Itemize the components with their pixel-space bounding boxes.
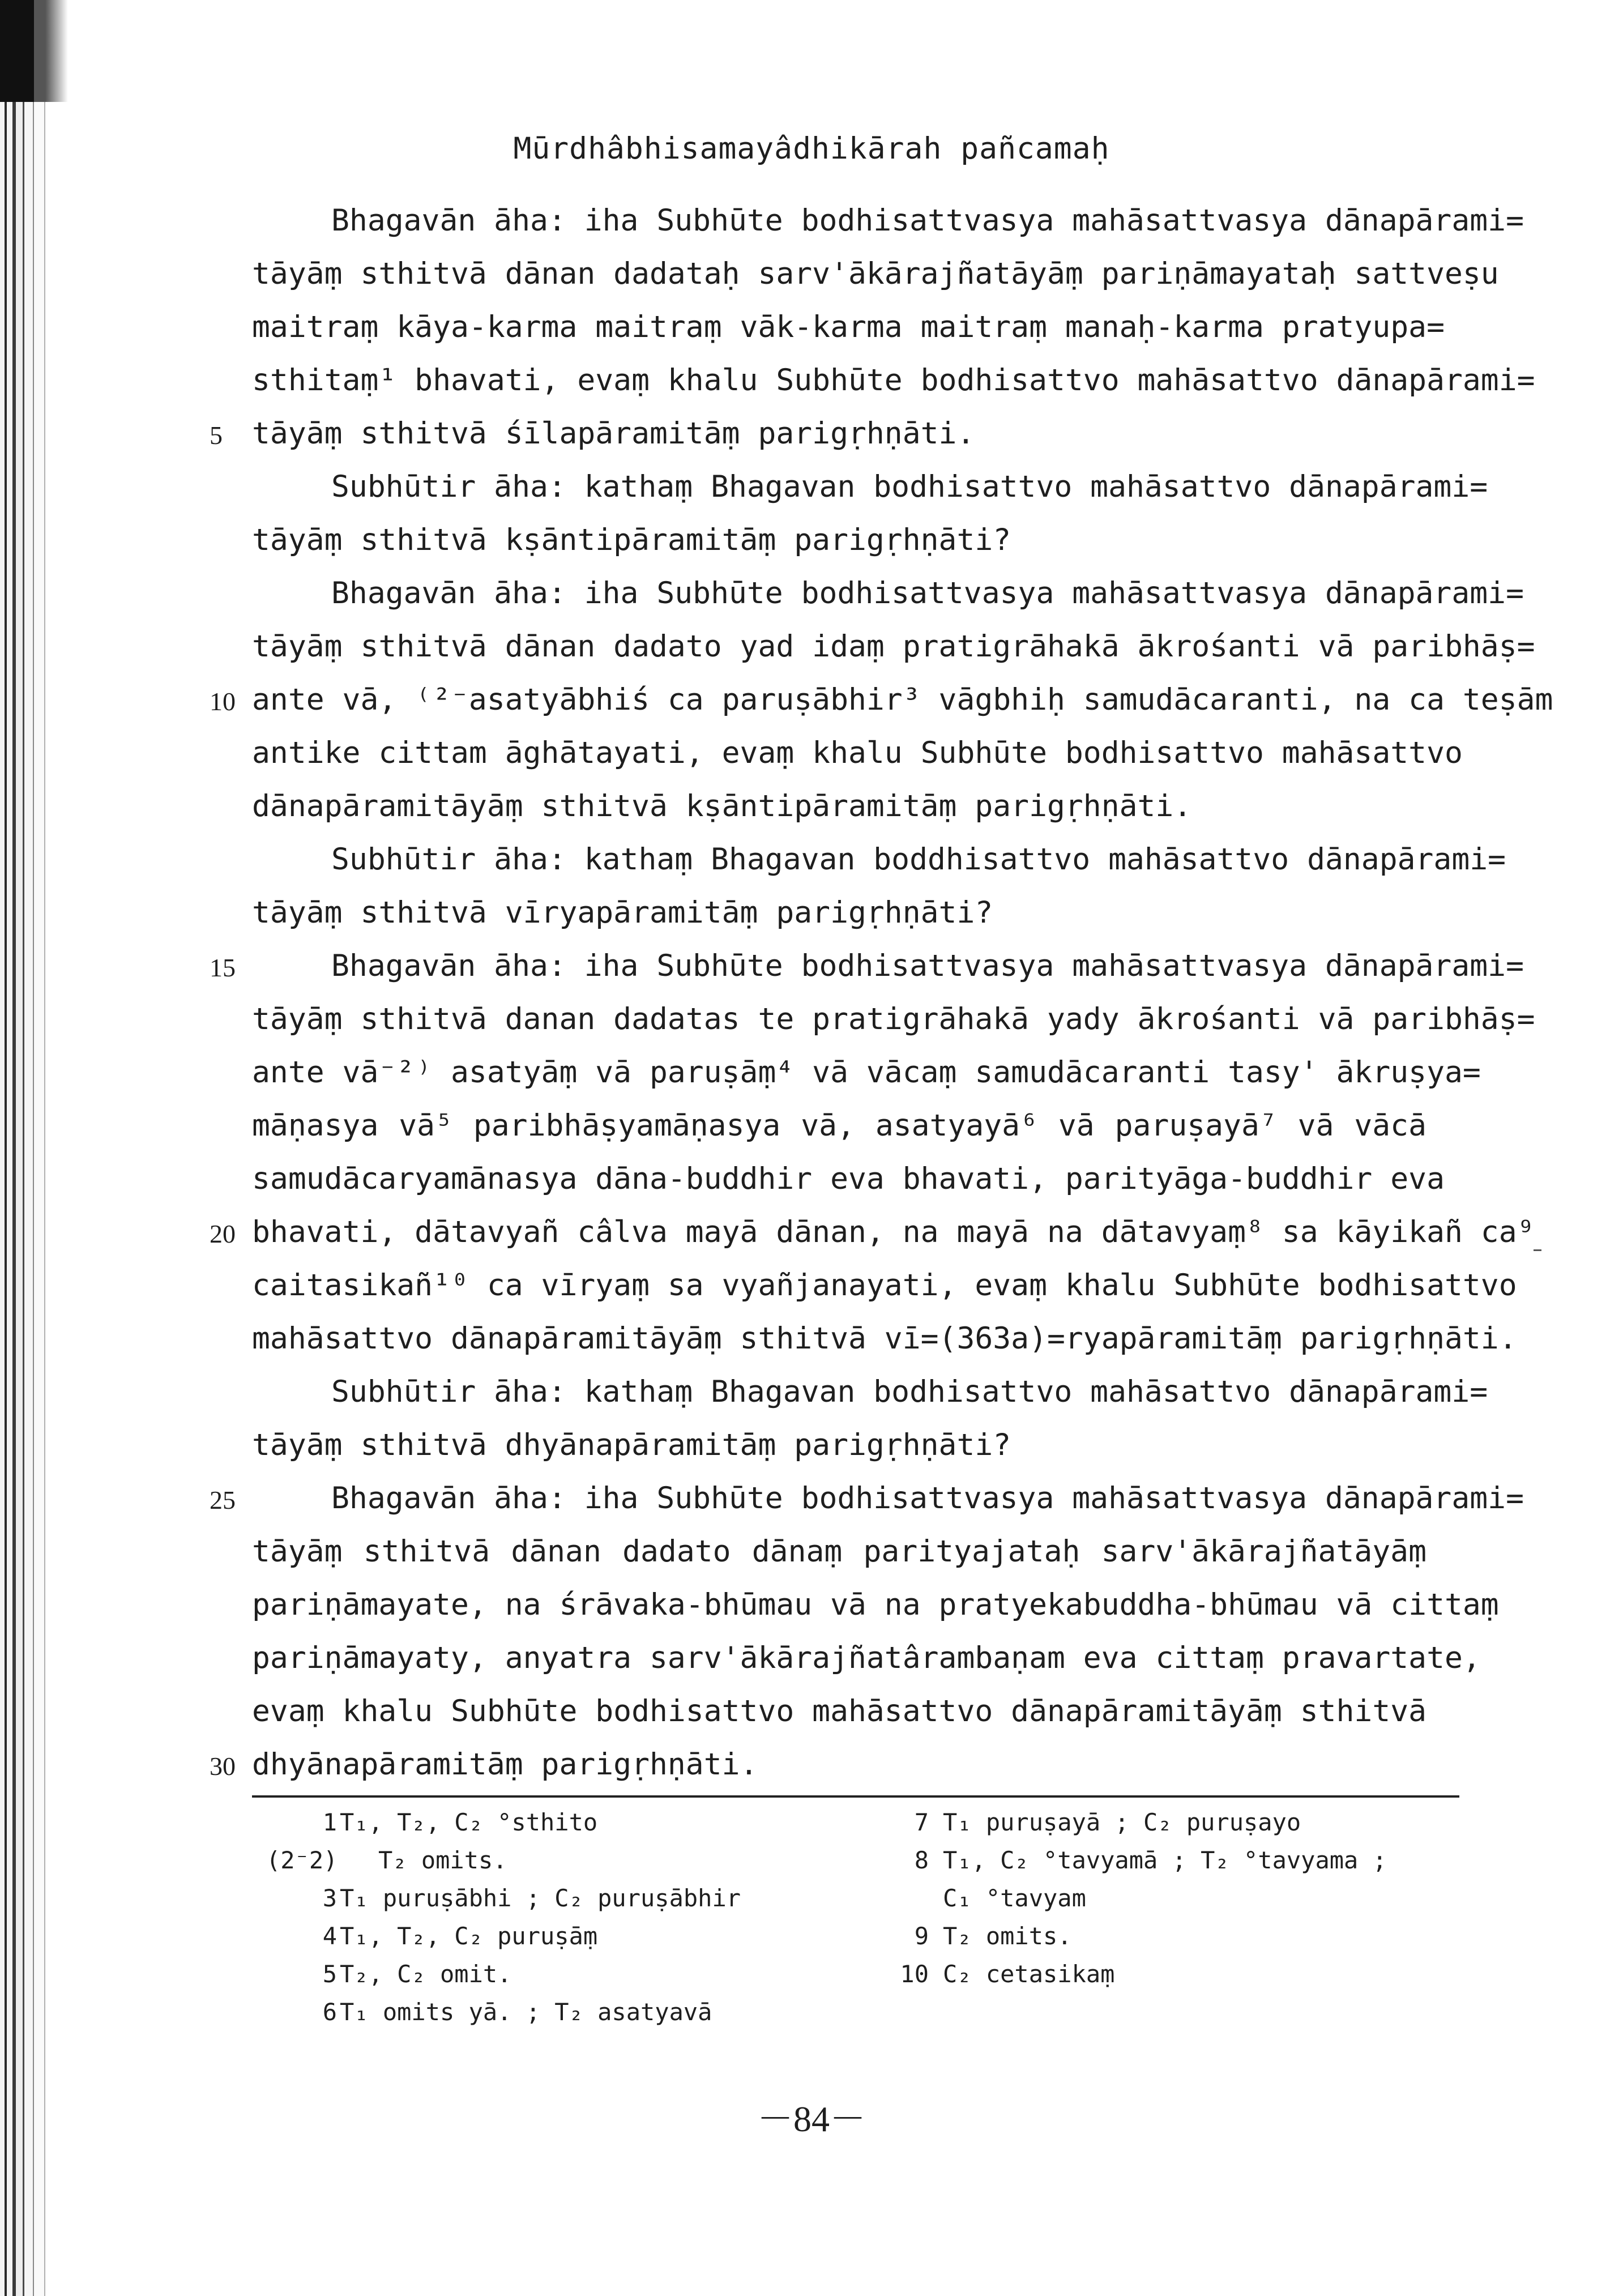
text-line: tāyāṃ sthitvā dānan dadataḥ sarv'ākārajñatāyāṃ pariṇāmayataḥ sattveṣu bbox=[252, 257, 1499, 291]
footnote-text: T₁ omits yā. ; T₂ asatyavā bbox=[340, 1998, 712, 2026]
text-line: pariṇāmayaty, anyatra sarv'ākārajñatârambaṇam eva cittaṃ pravartate, bbox=[252, 1641, 1481, 1675]
footnote-text: C₁ °tavyam bbox=[943, 1884, 1086, 1912]
text-line: Bhagavān āha: iha Subhūte bodhisattvasya mahāsattvasya dānapārami= bbox=[331, 203, 1524, 238]
text-line: sthitaṃ¹ bhavati, evaṃ khalu Subhūte bodhisattvo mahāsattvo dānapārami= bbox=[252, 363, 1535, 398]
text-line: Bhagavān āha: iha Subhūte bodhisattvasya mahāsattvasya dānapārami= bbox=[331, 949, 1524, 983]
line-number: 25 bbox=[210, 1486, 236, 1514]
footnote-text: T₂ omits. bbox=[378, 1846, 507, 1874]
footnote-number: (2⁻2) bbox=[266, 1846, 338, 1874]
text-line: tāyāṃ sthitvā vīryapāramitāṃ parigṛhṇāti? bbox=[252, 895, 993, 930]
footnote-text: T₁ puruṣayā ; C₂ puruṣayo bbox=[943, 1808, 1301, 1836]
footnote-text: T₁, T₂, C₂ °sthito bbox=[340, 1808, 598, 1836]
footnote-number: 5 bbox=[322, 1960, 337, 1988]
footnote-text: T₁ puruṣābhi ; C₂ puruṣābhir bbox=[340, 1884, 741, 1912]
text-line: dhyānapāramitāṃ parigṛhṇāti. bbox=[252, 1747, 758, 1782]
text-line: mahāsattvo dānapāramitāyāṃ sthitvā vī=(363a)=ryapāramitāṃ parigṛhṇāti. bbox=[252, 1321, 1517, 1356]
footnote-rule bbox=[252, 1795, 1459, 1798]
footnote-number: 3 bbox=[322, 1884, 337, 1912]
line-number: 15 bbox=[210, 953, 236, 982]
text-line: samudācaryamānasya dāna-buddhir eva bhavati, parityāga-buddhir eva bbox=[252, 1162, 1445, 1196]
text-line: evaṃ khalu Subhūte bodhisattvo mahāsattvo dānapāramitāyāṃ sthitvā bbox=[252, 1694, 1427, 1729]
text-line: Subhūtir āha: kathaṃ Bhagavan boddhisattvo mahāsattvo dānapārami= bbox=[331, 842, 1506, 877]
text-line: antike cittam āghātayati, evaṃ khalu Subhūte bodhisattvo mahāsattvo bbox=[252, 736, 1463, 770]
text-line: pariṇāmayate, na śrāvaka-bhūmau vā na pratyekabuddha-bhūmau vā cittaṃ bbox=[252, 1587, 1499, 1622]
footnote-text: C₂ cetasikaṃ bbox=[943, 1960, 1115, 1988]
text-line: ante vā⁻²⁾ asatyāṃ vā paruṣāṃ⁴ vā vācaṃ samudācaranti tasy' ākruṣya= bbox=[252, 1055, 1481, 1090]
footnote-number: 4 bbox=[322, 1922, 337, 1950]
line-number: 20 bbox=[210, 1219, 236, 1248]
text-line: tāyāṃ sthitvā dhyānapāramitāṃ parigṛhṇāti? bbox=[252, 1428, 1011, 1462]
footnote-number: 10 bbox=[900, 1960, 929, 1988]
footnote-text: T₂, C₂ omit. bbox=[340, 1960, 512, 1988]
text-line: dānapāramitāyāṃ sthitvā kṣāntipāramitāṃ parigṛhṇāti. bbox=[252, 789, 1192, 823]
text-line: ante vā, ⁽²⁻asatyābhiś ca paruṣābhir³ vāgbhiḥ samudācaranti, na ca teṣām bbox=[252, 682, 1553, 717]
page-number: －84－ bbox=[757, 2099, 866, 2139]
text-line: tāyāṃ sthitvā kṣāntipāramitāṃ parigṛhṇāti? bbox=[252, 523, 1011, 557]
footnote-text: T₂ omits. bbox=[943, 1922, 1072, 1950]
binding-shadow bbox=[0, 0, 68, 102]
text-line: Subhūtir āha: kathaṃ Bhagavan bodhisattvo mahāsattvo dānapārami= bbox=[331, 1375, 1488, 1409]
margin-mark bbox=[1534, 1249, 1541, 1251]
line-number: 30 bbox=[210, 1752, 236, 1781]
text-line: tāyāṃ sthitvā dānan dadato yad idaṃ pratigrāhakā ākrośanti vā paribhāṣ= bbox=[252, 629, 1535, 664]
footnote-number: 8 bbox=[914, 1846, 929, 1874]
footnote-number: 7 bbox=[914, 1808, 929, 1836]
text-line: Bhagavān āha: iha Subhūte bodhisattvasya mahāsattvasya dānapārami= bbox=[331, 576, 1524, 611]
footnote-number: 9 bbox=[914, 1922, 929, 1950]
text-line: Subhūtir āha: kathaṃ Bhagavan bodhisattvo mahāsattvo dānapārami= bbox=[331, 470, 1488, 504]
text-line: tāyāṃ sthitvā śīlapāramitāṃ parigṛhṇāti. bbox=[252, 416, 975, 451]
footnote-text: T₁, C₂ °tavyamā ; T₂ °tavyama ; bbox=[943, 1846, 1387, 1874]
text-line: Bhagavān āha: iha Subhūte bodhisattvasya mahāsattvasya dānapārami= bbox=[331, 1481, 1524, 1516]
text-line: tāyāṃ sthitvā danan dadatas te pratigrāhakā yady ākrośanti vā paribhāṣ= bbox=[252, 1002, 1535, 1036]
binding-edge bbox=[0, 0, 62, 2296]
text-line: tāyāṃ sthitvā dānan dadato dānaṃ parityajataḥ sarv'ākārajñatāyāṃ bbox=[252, 1534, 1426, 1569]
footnote-number: 6 bbox=[322, 1998, 337, 2026]
line-number: 10 bbox=[210, 687, 236, 716]
footnote-number: 1 bbox=[322, 1808, 337, 1836]
footnote-text: T₁, T₂, C₂ puruṣāṃ bbox=[340, 1922, 598, 1950]
page-header: Mūrdhâbhisamayâdhikārah pañcamaḥ bbox=[513, 131, 1110, 166]
text-line: bhavati, dātavyañ câlva mayā dānan, na mayā na dātavyaṃ⁸ sa kāyikañ ca⁹ bbox=[252, 1215, 1535, 1249]
line-number: 5 bbox=[210, 421, 223, 450]
text-line: maitraṃ kāya-karma maitraṃ vāk-karma maitraṃ manaḥ-karma pratyupa= bbox=[252, 310, 1445, 344]
text-line: māṇasya vā⁵ paribhāṣyamāṇasya vā, asatyayā⁶ vā paruṣayā⁷ vā vācā bbox=[252, 1108, 1426, 1143]
text-line: caitasikañ¹⁰ ca vīryaṃ sa vyañjanayati, evaṃ khalu Subhūte bodhisattvo bbox=[252, 1268, 1517, 1303]
